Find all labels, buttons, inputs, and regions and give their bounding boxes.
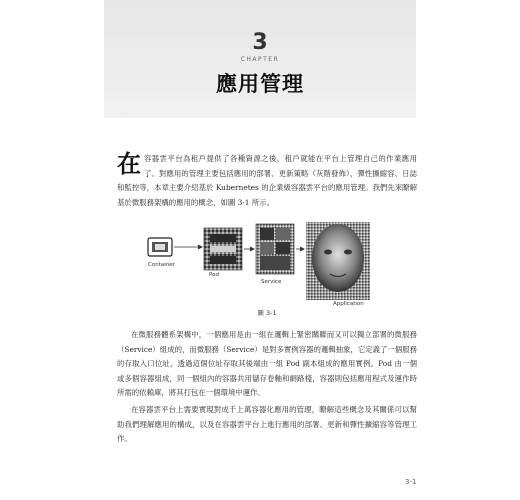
label-container: Container — [148, 262, 175, 268]
intro-paragraph — [117, 149, 417, 210]
page-number: 3-1 — [405, 478, 417, 486]
arrow-head — [250, 247, 255, 252]
label-service: Service — [261, 279, 282, 285]
container-icon — [148, 238, 172, 256]
body-paragraph-2: 在容器雲平台上需要實現對成千上萬容器化應用的管理，瞭解這些概念及其關係可以幫助我們理解應用的構成，以及在容器雲平台上進行應用的部署、更新和彈性擴縮容等管理工作。 — [117, 405, 417, 443]
intro-text: 容器雲平台為租戶提供了各種資源之後，租戶就能在平台上管理自己的作業應用了。對應用的管理主要包括應用的部署、更新策略（灰階發佈）、彈性擴縮容、日誌和監控等，本章主要介紹基於 Kubernetes 的企業級容器雲平台的應用管理。我們先來瞭解基於微服務架構的應用的概念，如圖 3-1 所示。 — [117, 154, 417, 207]
arrow-head — [198, 245, 203, 250]
body-paragraph-1: 在微服務體系架構中，一個應用是由一組在邏輯上緊密關聯而又可以獨立部署的微服務（Service）組成的，而微服務（Service）是對多實例容器的邏輯抽象，它定義了一個服務的存取入口位址，透過這個位址存取其後端由一組 Pod 副本組成的應用實例。Pod 由一個或多個容器組成，同一個組內的容器共用儲存卷軸和網路棧，容器則包括應用程式及運作時所需的依賴庫，將其打包在一個環境中運作。 — [117, 330, 417, 397]
label-application: Application — [333, 301, 364, 307]
chapter-number: 3 — [252, 30, 268, 55]
label-pod: Pod — [209, 272, 219, 278]
service-icon — [256, 224, 294, 274]
arrow-head — [300, 247, 305, 252]
chapter-title: 應用管理 — [216, 72, 304, 96]
application-icon — [306, 222, 370, 300]
chapter-label: CHAPTER — [240, 56, 280, 63]
pod-icon — [204, 228, 242, 270]
drop-cap: 在 — [117, 149, 141, 178]
figure-caption: 圖 3-1 — [257, 309, 277, 317]
chapter-header — [104, 0, 416, 118]
